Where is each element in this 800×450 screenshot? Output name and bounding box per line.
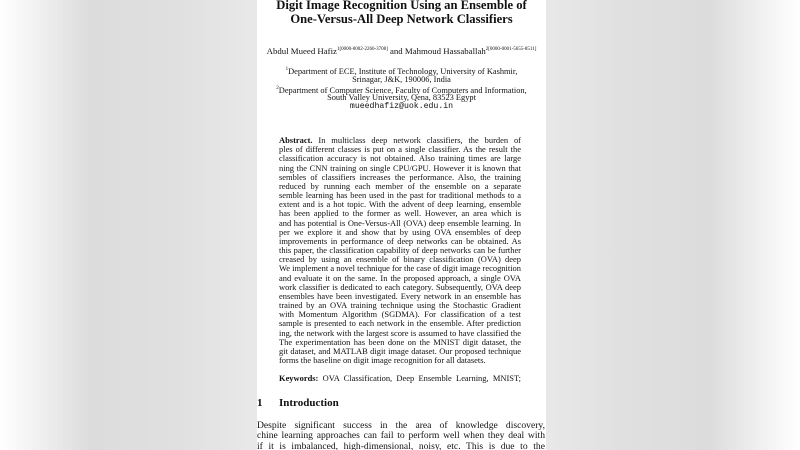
keywords <box>279 373 521 383</box>
paper-title-line-1: Digit Image Recognition Using an Ensemble of <box>276 0 527 12</box>
abstract-line: sembles of classifiers increases the performance. Also, the training <box>279 171 521 182</box>
paragraph-line: chine learning approaches can fail to perform well when they deal with <box>257 430 545 442</box>
author-2: Mahmoud Hassaballah <box>404 46 486 56</box>
abstract-line: forms the baseline on digit image recognition for all datasets. <box>279 355 486 366</box>
paper-title-line-2: One-Versus-All Deep Network Classifiers <box>290 12 513 26</box>
author-line <box>257 45 546 56</box>
affiliation-2-text: Department of Computer Science, Faculty of Computers and Information, <box>278 86 527 95</box>
abstract-line: ning the CNN training on single CPU/GPU. However it is known that <box>279 162 521 173</box>
abstract-line: creased by using an ensemble of binary classification (OVA) deep <box>279 254 521 265</box>
author-email[interactable]: mueedhafiz@uok.edu.in <box>349 101 454 111</box>
abstract-line: reduced by running each member of the ensemble on a separate <box>279 180 521 191</box>
abstract-line: semble learning has been used in the past for traditional methods to a <box>279 190 521 201</box>
abstract-line: sample is presented to each network in the ensemble. After prediction <box>279 318 521 329</box>
affiliation-1-text: Department of ECE, Institute of Technology, University of Kashmir, <box>288 67 518 76</box>
abstract-line: We implement a novel technique for the case of digit image recognition <box>279 263 521 274</box>
keywords-label: Keywords: <box>279 373 319 383</box>
abstract-line: classification accuracy is not obtained. Also training times are large <box>279 153 521 164</box>
author-2-orcid[interactable]: 2[0000-0001-5655-8511] <box>485 47 537 52</box>
paragraph-line: Despite significant success in the area of knowledge discovery, <box>257 420 545 431</box>
abstract-line: this paper, the classification capability of deep networks can be further <box>279 245 521 256</box>
affiliation-1-line-2: Srinagar, J&K, 190006, India <box>352 74 451 84</box>
abstract-label: Abstract. <box>279 135 313 145</box>
abstract-line: has been applied to the former as well. However, an area which is <box>279 208 521 219</box>
affiliation-1-marker: 1 <box>285 67 289 72</box>
paragraph-line: if it is imbalanced, high-dimensional, noisy, etc. This is due to the <box>257 440 545 450</box>
abstract-line: git dataset, and MATLAB digit image dataset. Our proposed technique <box>279 345 521 356</box>
abstract-line: ples of different classes is put on a single classifier. As the result the <box>279 144 521 155</box>
affiliation-2-line-2: South Valley University, Qena, 83523 Egypt <box>327 92 476 102</box>
abstract-line: ing, the network with the largest score is assumed to have classified the <box>279 327 521 338</box>
abstract-line: trained by an OVA training technique using the Stochastic Gradient <box>279 300 521 311</box>
section-heading: Introduction <box>279 397 339 409</box>
keywords-text: OVA Classification, Deep Ensemble Learning, MNIST; <box>322 373 521 383</box>
affiliation-2-marker: 2 <box>276 86 279 91</box>
abstract-line: improvements in performance of deep networks can be obtained. As <box>279 235 521 246</box>
paper-page <box>257 0 546 450</box>
abstract-line: ensembles have been investigated. Every network in an ensemble has <box>279 290 521 301</box>
abstract-line: per we explore it and show that by using OVA ensembles of deep <box>279 226 521 237</box>
abstract-line: with Momentum Algorithm (SGDMA). For classification of a test <box>279 309 521 320</box>
abstract-line: and has potential is One-Versus-All (OVA) deep ensemble learning. In <box>279 217 521 228</box>
abstract-line: work classifier is dedicated to each category. Subsequently, OVA deep <box>279 281 521 292</box>
author-1-orcid[interactable]: 1[0000-0002-2266-3708] <box>336 47 388 52</box>
abstract-line: The experimentation has been done on the MNIST digit dataset, the <box>279 336 521 347</box>
abstract-line: and evaluate it on the same. In the proposed approach, a single OVA <box>279 272 521 283</box>
author-1: Abdul Mueed Hafiz <box>266 46 337 56</box>
abstract-line-text: In multiclass deep network classifiers, the burden of <box>318 135 521 145</box>
author-conjunction: and <box>387 46 405 56</box>
abstract-line: extent and is a hot topic. With the advent of deep learning, ensemble <box>279 199 521 210</box>
section-number: 1 <box>257 397 263 409</box>
